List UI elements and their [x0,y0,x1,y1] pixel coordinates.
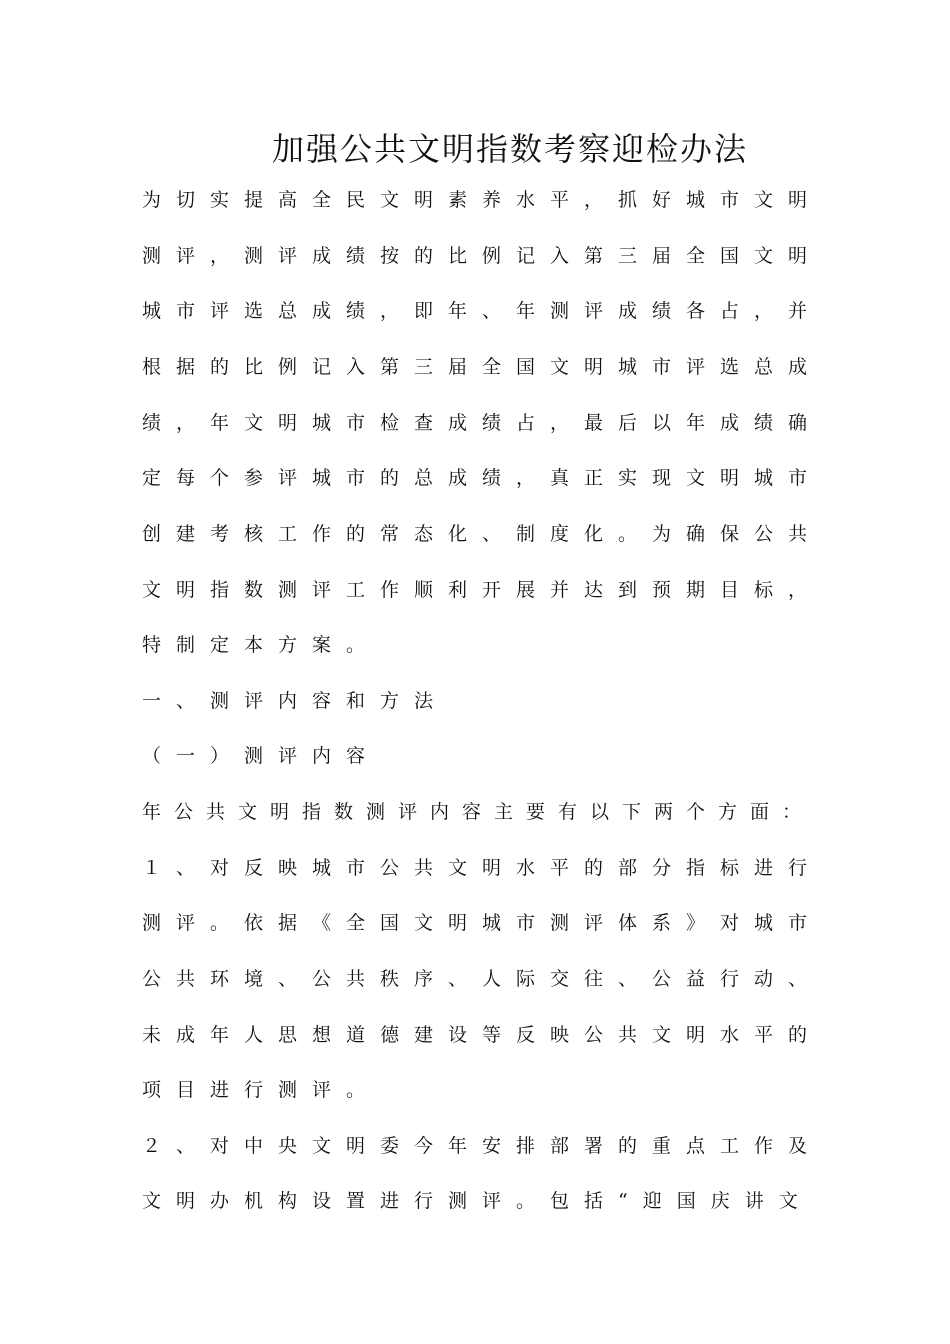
body-line-4: 根据的比例记入第三届全国文明城市评选总成 [142,356,823,378]
body-line-3: 城市评选总成绩，即年、年测评成绩各占，并 [142,300,823,322]
section-heading-1: 一、测评内容和方法 [142,690,449,712]
body-line-13: １、对反映城市公共文明水平的部分指标进行 [142,857,823,879]
body-line-17: 项目进行测评。 [142,1079,381,1101]
body-line-18: ２、对中央文明委今年安排部署的重点工作及 [142,1135,823,1157]
body-line-8: 文明指数测评工作顺利开展并达到预期目标， [142,579,823,601]
body-line-5: 绩，年文明城市检查成绩占，最后以年成绩确 [142,412,823,434]
body-line-1: 为切实提高全民文明素养水平，抓好城市文明 [142,189,823,211]
document-title: 加强公共文明指数考察迎检办法 [271,130,748,168]
body-line-7: 创建考核工作的常态化、制度化。为确保公共 [142,523,823,545]
body-line-16: 未成年人思想道德建设等反映公共文明水平的 [142,1024,823,1046]
body-line-14: 测评。依据《全国文明城市测评体系》对城市 [142,912,823,934]
subsection-heading-1: （一）测评内容 [142,745,381,767]
body-line-15: 公共环境、公共秩序、人际交往、公益行动、 [142,968,823,990]
body-line-12: 年公共文明指数测评内容主要有以下两个方面： [142,801,815,823]
body-line-19: 文明办机构设置进行测评。包括“迎国庆讲文 [142,1190,813,1212]
body-line-9: 特制定本方案。 [142,634,381,656]
body-line-6: 定每个参评城市的总成绩，真正实现文明城市 [142,467,823,489]
body-line-2: 测评，测评成绩按的比例记入第三届全国文明 [142,245,823,267]
